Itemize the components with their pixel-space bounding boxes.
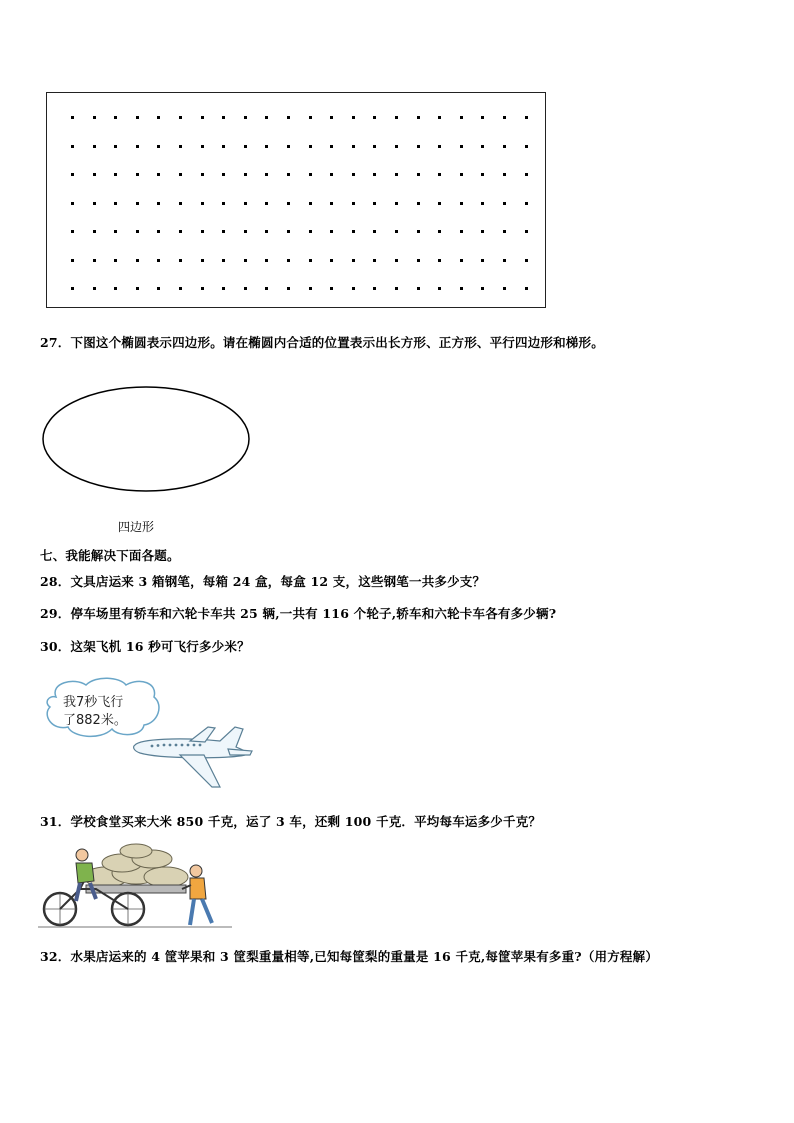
grid-dot bbox=[136, 173, 139, 176]
grid-dot bbox=[265, 173, 268, 176]
grid-dot bbox=[460, 230, 463, 233]
grid-dot bbox=[287, 230, 290, 233]
grid-dot bbox=[114, 145, 117, 148]
grid-dot bbox=[93, 230, 96, 233]
grid-dot bbox=[244, 259, 247, 262]
grid-dot bbox=[417, 202, 420, 205]
grid-dot bbox=[438, 230, 441, 233]
grid-dot bbox=[503, 145, 506, 148]
grid-dot bbox=[417, 145, 420, 148]
grid-dot bbox=[503, 202, 506, 205]
grid-dot bbox=[222, 287, 225, 290]
grid-dot bbox=[244, 287, 247, 290]
grid-dot bbox=[309, 116, 312, 119]
grid-dot bbox=[330, 145, 333, 148]
grid-dot bbox=[460, 259, 463, 262]
grid-dot bbox=[438, 259, 441, 262]
question-30: 30．这架飞机 16 秒可飞行多少米？ bbox=[40, 639, 250, 654]
grid-dot bbox=[503, 230, 506, 233]
grid-dot bbox=[525, 287, 528, 290]
grid-dot bbox=[417, 230, 420, 233]
plane-illustration bbox=[40, 675, 255, 790]
grid-dot bbox=[114, 259, 117, 262]
grid-dot bbox=[525, 202, 528, 205]
grid-dot bbox=[114, 230, 117, 233]
grid-dot bbox=[525, 116, 528, 119]
grid-dot bbox=[309, 145, 312, 148]
ellipse-label: 四边形 bbox=[118, 520, 155, 534]
grid-dot bbox=[460, 145, 463, 148]
grid-dot bbox=[136, 230, 139, 233]
grid-dot bbox=[481, 173, 484, 176]
grid-dot bbox=[287, 202, 290, 205]
grid-dot bbox=[503, 116, 506, 119]
grid-dot bbox=[309, 202, 312, 205]
grid-dot bbox=[481, 259, 484, 262]
grid-dot bbox=[287, 145, 290, 148]
grid-dot bbox=[244, 230, 247, 233]
grid-dot bbox=[71, 202, 74, 205]
grid-dot bbox=[93, 145, 96, 148]
grid-dot bbox=[201, 116, 204, 119]
grid-dot bbox=[157, 202, 160, 205]
grid-dot bbox=[309, 230, 312, 233]
grid-dot bbox=[244, 145, 247, 148]
grid-dot bbox=[330, 116, 333, 119]
grid-dot bbox=[287, 173, 290, 176]
question-28: 28．文具店运来 3 箱钢笔，每箱 24 盒，每盒 12 支，这些钢笔一共多少支？ bbox=[40, 574, 486, 589]
bubble-line-1: 我7秒飞行 bbox=[63, 695, 124, 710]
grid-dot bbox=[503, 259, 506, 262]
grid-dot bbox=[481, 230, 484, 233]
grid-dot bbox=[179, 230, 182, 233]
grid-dot bbox=[287, 287, 290, 290]
grid-dot bbox=[265, 202, 268, 205]
grid-dot bbox=[373, 145, 376, 148]
grid-dot bbox=[244, 202, 247, 205]
grid-dot bbox=[136, 287, 139, 290]
grid-dot bbox=[525, 259, 528, 262]
grid-dot bbox=[244, 173, 247, 176]
grid-dot bbox=[222, 230, 225, 233]
grid-dot bbox=[417, 287, 420, 290]
bubble-line-2: 了882米。 bbox=[63, 713, 127, 728]
grid-dot bbox=[438, 145, 441, 148]
grid-dot bbox=[136, 116, 139, 119]
grid-dot bbox=[157, 287, 160, 290]
rice-sacks-icon bbox=[84, 844, 188, 887]
grid-dot bbox=[352, 202, 355, 205]
grid-dot bbox=[114, 202, 117, 205]
grid-dot bbox=[222, 202, 225, 205]
grid-dot bbox=[395, 287, 398, 290]
grid-dot bbox=[71, 259, 74, 262]
grid-dot bbox=[222, 259, 225, 262]
grid-dot bbox=[93, 259, 96, 262]
grid-dot bbox=[503, 173, 506, 176]
grid-dot bbox=[438, 173, 441, 176]
grid-dot bbox=[481, 145, 484, 148]
grid-dot bbox=[179, 202, 182, 205]
grid-dot bbox=[395, 173, 398, 176]
grid-dot bbox=[352, 259, 355, 262]
grid-dot bbox=[179, 259, 182, 262]
grid-dot bbox=[265, 145, 268, 148]
grid-dot bbox=[373, 259, 376, 262]
grid-dot bbox=[93, 173, 96, 176]
grid-dot bbox=[157, 230, 160, 233]
question-31: 31．学校食堂买来大米 850 千克，运了 3 车，还剩 100 千克．平均每车运多少千克？ bbox=[40, 814, 542, 829]
grid-dot bbox=[395, 230, 398, 233]
grid-dot bbox=[71, 173, 74, 176]
grid-dot bbox=[417, 173, 420, 176]
grid-dot bbox=[201, 287, 204, 290]
grid-dot bbox=[93, 116, 96, 119]
grid-dot bbox=[525, 145, 528, 148]
tricycle-cart-illustration bbox=[36, 843, 236, 931]
grid-dot bbox=[222, 116, 225, 119]
grid-dot bbox=[71, 116, 74, 119]
grid-dot bbox=[373, 230, 376, 233]
grid-dot bbox=[114, 173, 117, 176]
grid-dot bbox=[417, 116, 420, 119]
grid-dot bbox=[373, 116, 376, 119]
grid-dot bbox=[136, 259, 139, 262]
grid-dot bbox=[265, 230, 268, 233]
grid-dot bbox=[525, 230, 528, 233]
grid-dot bbox=[222, 145, 225, 148]
grid-dot bbox=[136, 202, 139, 205]
grid-dot bbox=[71, 145, 74, 148]
grid-dot bbox=[309, 259, 312, 262]
grid-dot bbox=[157, 173, 160, 176]
grid-dot bbox=[460, 202, 463, 205]
grid-dot bbox=[352, 145, 355, 148]
grid-dot bbox=[287, 116, 290, 119]
grid-dot bbox=[93, 287, 96, 290]
grid-dot bbox=[373, 287, 376, 290]
grid-dot bbox=[201, 259, 204, 262]
grid-dot bbox=[265, 287, 268, 290]
grid-dot bbox=[244, 116, 247, 119]
grid-dot bbox=[438, 287, 441, 290]
grid-dot bbox=[179, 116, 182, 119]
grid-dot bbox=[525, 173, 528, 176]
grid-dot bbox=[395, 259, 398, 262]
grid-dot bbox=[460, 173, 463, 176]
grid-dot bbox=[481, 287, 484, 290]
grid-dot bbox=[503, 287, 506, 290]
grid-dot bbox=[460, 116, 463, 119]
grid-dot bbox=[201, 173, 204, 176]
grid-dot bbox=[395, 145, 398, 148]
grid-dot bbox=[417, 259, 420, 262]
grid-dot bbox=[157, 116, 160, 119]
grid-dot bbox=[114, 287, 117, 290]
grid-dot bbox=[460, 287, 463, 290]
question-32: 32．水果店运来的 4 筐苹果和 3 筐梨重量相等,已知每筐梨的重量是 16 千克,每筐苹果有多重?（用方程解） bbox=[40, 949, 659, 964]
grid-dot bbox=[352, 173, 355, 176]
grid-dot bbox=[93, 202, 96, 205]
grid-dot bbox=[201, 202, 204, 205]
grid-dot bbox=[330, 287, 333, 290]
grid-dot bbox=[330, 259, 333, 262]
grid-dot bbox=[481, 116, 484, 119]
grid-dot bbox=[201, 145, 204, 148]
grid-dot bbox=[330, 230, 333, 233]
grid-dot bbox=[395, 116, 398, 119]
section-7-heading: 七、我能解决下面各题。 bbox=[40, 548, 180, 563]
grid-dot bbox=[438, 202, 441, 205]
grid-dot bbox=[352, 116, 355, 119]
grid-dot bbox=[373, 173, 376, 176]
grid-dot bbox=[179, 173, 182, 176]
grid-dot bbox=[481, 202, 484, 205]
question-29: 29．停车场里有轿车和六轮卡车共 25 辆,一共有 116 个轮子,轿车和六轮卡车各有多少辆? bbox=[40, 606, 557, 621]
question-27: 27．下图这个椭圆表示四边形。请在椭圆内合适的位置表示出长方形、正方形、平行四边形和梯形。 bbox=[40, 335, 604, 350]
grid-dot bbox=[438, 116, 441, 119]
grid-dot bbox=[330, 202, 333, 205]
grid-dot bbox=[222, 173, 225, 176]
grid-dot bbox=[136, 145, 139, 148]
grid-dot bbox=[309, 173, 312, 176]
grid-dot bbox=[157, 259, 160, 262]
grid-dot bbox=[71, 287, 74, 290]
quadrilateral-ellipse bbox=[40, 385, 254, 513]
grid-dot bbox=[352, 230, 355, 233]
grid-dot bbox=[71, 230, 74, 233]
dot-grid-box bbox=[46, 92, 546, 308]
grid-dot bbox=[287, 259, 290, 262]
grid-dot bbox=[395, 202, 398, 205]
grid-dot bbox=[201, 230, 204, 233]
grid-dot bbox=[352, 287, 355, 290]
grid-dot bbox=[114, 116, 117, 119]
grid-dot bbox=[330, 173, 333, 176]
grid-dot bbox=[179, 287, 182, 290]
grid-dot bbox=[157, 145, 160, 148]
grid-dot bbox=[309, 287, 312, 290]
grid-dot bbox=[179, 145, 182, 148]
plane-icon bbox=[134, 727, 252, 787]
grid-dot bbox=[265, 259, 268, 262]
grid-dot bbox=[373, 202, 376, 205]
speech-bubble-text bbox=[63, 694, 127, 730]
grid-dot bbox=[265, 116, 268, 119]
